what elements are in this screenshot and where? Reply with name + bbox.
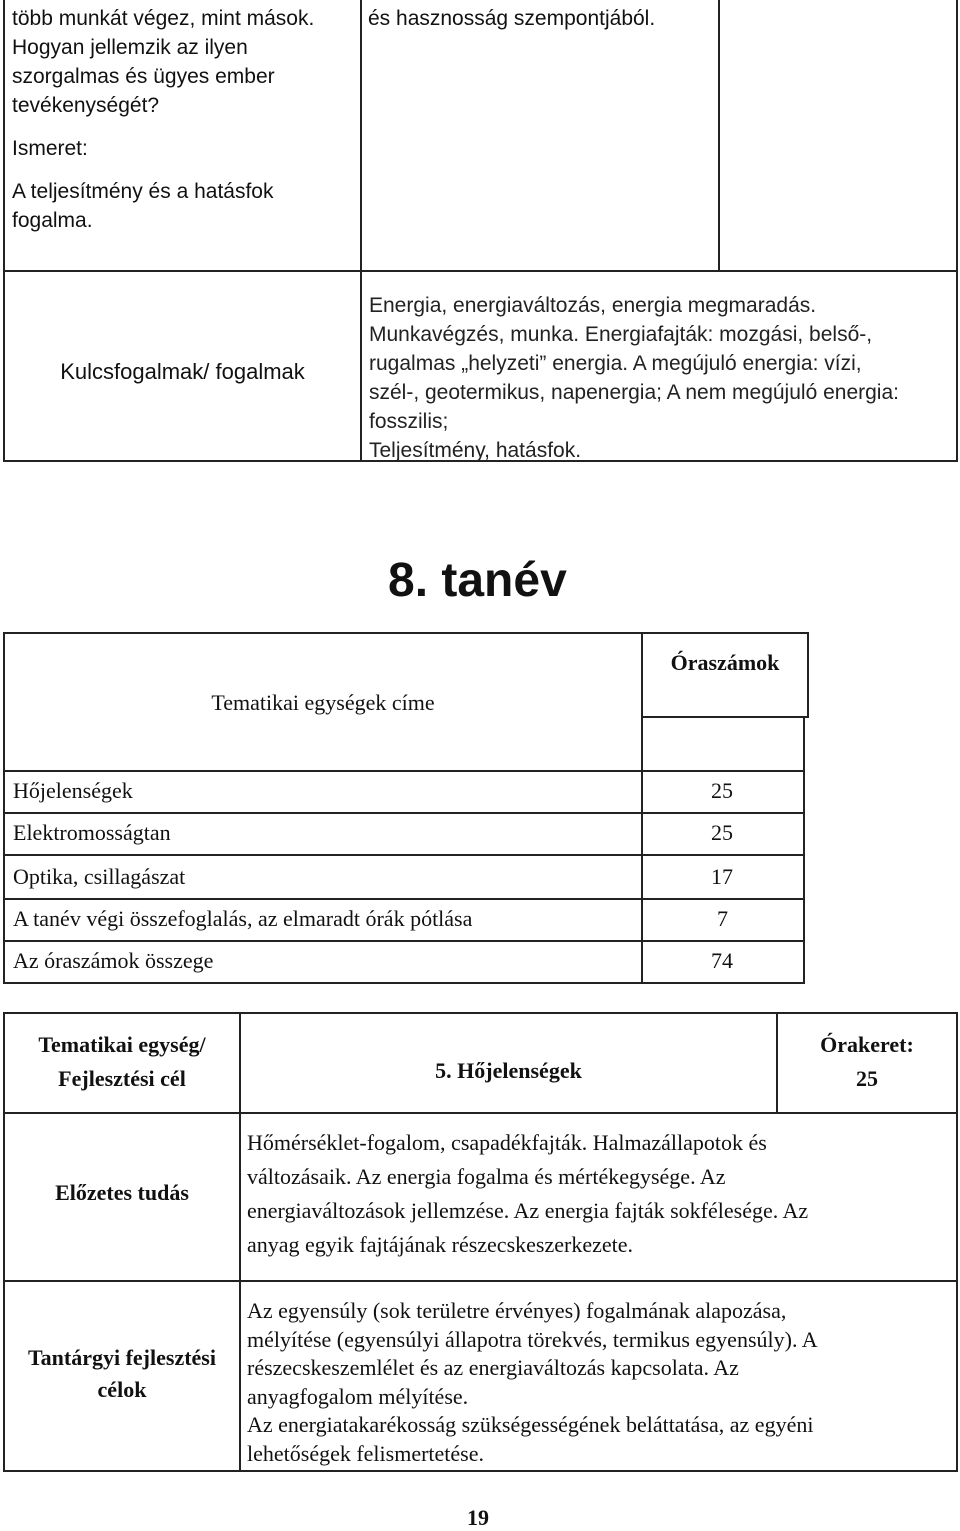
unit-header-left-text bbox=[5, 1028, 239, 1096]
text-line: A teljesítmény és a hatásfok bbox=[12, 180, 274, 203]
row-title: A tanév végi összefoglalás, az elmaradt órák pótlása bbox=[13, 906, 473, 931]
ismeret-label: Ismeret: bbox=[12, 137, 88, 160]
text-line: szorgalmas és ügyes ember bbox=[12, 65, 275, 88]
unit-header-left bbox=[3, 1012, 241, 1114]
column-header-hours: Óraszámok bbox=[670, 650, 780, 675]
text-line: lehetőségek felismertetése. bbox=[247, 1440, 485, 1466]
row-title: Elektromosságtan bbox=[13, 820, 171, 845]
unit-title: 5. Hőjelenségek bbox=[435, 1058, 582, 1083]
table-cell-hours bbox=[641, 854, 805, 900]
row-hours: 25 bbox=[711, 778, 733, 803]
top-table-right-cell bbox=[718, 0, 958, 272]
row-title: Optika, csillagászat bbox=[13, 864, 186, 889]
hours-table-header-title bbox=[3, 632, 643, 772]
question-text bbox=[12, 4, 314, 235]
table-row bbox=[3, 854, 643, 900]
table-row bbox=[3, 812, 643, 856]
kulcsfogalmak-content bbox=[369, 291, 899, 465]
text-line: Hogyan jellemzik az ilyen bbox=[12, 36, 248, 59]
unit-header-right-text bbox=[778, 1028, 956, 1096]
row-title: Az óraszámok összege bbox=[13, 948, 214, 973]
table-row bbox=[3, 940, 643, 984]
text-line: változásaik. Az energia fogalma és mértékegysége. Az bbox=[247, 1164, 726, 1189]
goals-label bbox=[5, 1342, 239, 1406]
table-row bbox=[3, 770, 643, 814]
row-hours: 25 bbox=[711, 820, 733, 845]
year-title: 8. tanév bbox=[388, 554, 567, 607]
row-hours: 17 bbox=[711, 864, 733, 889]
unit-header-middle bbox=[239, 1012, 778, 1114]
goals-content bbox=[247, 1297, 818, 1468]
text-line: tevékenységét? bbox=[12, 94, 160, 117]
kulcsfogalmak-label: Kulcsfogalmak/ fogalmak bbox=[60, 359, 305, 384]
text-line: mélyítése (egyensúlyi állapotra törekvés, termikus egyensúly). A bbox=[247, 1326, 818, 1352]
text-line: fosszilis; bbox=[369, 410, 449, 433]
text-line: energiaváltozások jellemzése. Az energia fajták sokfélesége. Az bbox=[247, 1198, 809, 1223]
page-number: 19 bbox=[467, 1505, 489, 1530]
label-line: célok bbox=[97, 1377, 147, 1402]
hours-table-header-hours bbox=[641, 632, 809, 718]
row-hours: 74 bbox=[711, 948, 733, 973]
text-line: Teljesítmény, hatásfok. bbox=[369, 439, 582, 462]
header-line: Tematikai egység/ bbox=[38, 1032, 206, 1057]
kulcsfogalmak-label-cell bbox=[3, 270, 362, 462]
hour-frame-label: Órakeret: bbox=[820, 1032, 914, 1057]
text-line: szél-, geotermikus, napenergia; A nem megújuló energia: bbox=[369, 381, 899, 404]
text-line: Hőmérséklet-fogalom, csapadékfajták. Halmazállapotok és bbox=[247, 1130, 767, 1155]
middle-text: és hasznosság szempontjából. bbox=[368, 7, 656, 30]
table-cell-hours bbox=[641, 770, 805, 814]
prior-knowledge-label: Előzetes tudás bbox=[55, 1180, 189, 1205]
table-row bbox=[3, 898, 643, 942]
label-line: Tantárgyi fejlesztési bbox=[28, 1345, 216, 1370]
table-cell-hours bbox=[641, 812, 805, 856]
row-hours: 7 bbox=[717, 906, 728, 931]
text-line: részecskeszemlélet és az energiaváltozás kapcsolata. Az bbox=[247, 1355, 739, 1380]
text-line: anyagfogalom mélyítése. bbox=[247, 1383, 469, 1409]
unit-header-right bbox=[776, 1012, 958, 1114]
prior-knowledge-content-cell bbox=[239, 1112, 958, 1282]
hours-table-header-hours-lower bbox=[641, 716, 805, 772]
table-cell-hours bbox=[641, 940, 805, 984]
text-line: Energia, energiaváltozás, energia megmaradás. bbox=[369, 294, 817, 317]
goals-label-cell bbox=[3, 1280, 241, 1472]
hour-frame-value: 25 bbox=[856, 1066, 878, 1091]
text-line: rugalmas „helyzeti” energia. A megújuló energia: vízi, bbox=[369, 352, 862, 375]
text-line: fogalma. bbox=[12, 209, 93, 232]
prior-knowledge-label-cell bbox=[3, 1112, 241, 1282]
prior-knowledge-content bbox=[247, 1126, 808, 1262]
top-table-middle-cell bbox=[360, 0, 720, 272]
text-line: Az egyensúly (sok területre érvényes) fogalmának alapozása, bbox=[247, 1298, 787, 1323]
text-line: Munkavégzés, munka. Energiafajták: mozgási, belső-, bbox=[369, 323, 873, 346]
top-table-left-cell bbox=[3, 0, 362, 272]
text-line: Az energiatakarékosság szükségességének beláttatása, az egyéni bbox=[247, 1412, 814, 1437]
text-line: több munkát végez, mint mások. bbox=[12, 7, 315, 30]
kulcsfogalmak-content-cell bbox=[360, 270, 958, 462]
goals-content-cell bbox=[239, 1280, 958, 1472]
header-line: Fejlesztési cél bbox=[58, 1066, 186, 1091]
row-title: Hőjelenségek bbox=[13, 778, 133, 803]
column-header-title: Tematikai egységek címe bbox=[211, 690, 435, 715]
text-line: anyag egyik fajtájának részecskeszerkezete. bbox=[247, 1232, 633, 1257]
table-cell-hours bbox=[641, 898, 805, 942]
